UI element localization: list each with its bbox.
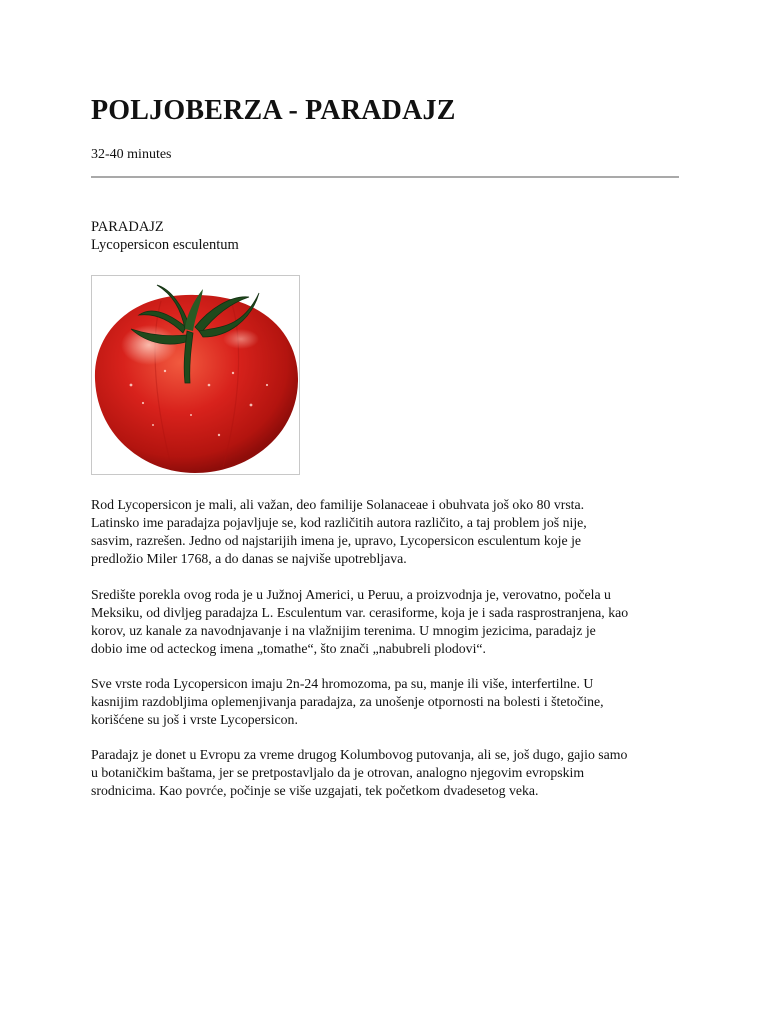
tomato-photo bbox=[91, 275, 300, 475]
paragraph-2 bbox=[91, 586, 691, 658]
paragraph-4 bbox=[91, 746, 691, 800]
page-title: POLJOBERZA - PARADAJZ bbox=[91, 95, 456, 126]
paragraph-line: korov, uz kanale za navodnjavanje i na vlažnijim terenima. U mnogim jezicima, paradajz je bbox=[91, 623, 596, 638]
paragraph-line: Središte porekla ovog roda je u Južnoj Americi, u Peruu, a proizvodnja je, verovatno, počela u bbox=[91, 587, 611, 602]
paragraph-1 bbox=[91, 496, 691, 568]
divider bbox=[91, 176, 679, 178]
paragraph-line: u botaničkim baštama, jer se pretpostavljalo da je otrovan, analogno njegovim evropskim bbox=[91, 765, 585, 780]
tomato-image bbox=[91, 275, 300, 475]
section-heading: PARADAJZ bbox=[91, 219, 164, 235]
reading-time: 32-40 minutes bbox=[91, 147, 172, 162]
paragraph-line: srodnicima. Kao povrće, počinje se više uzgajati, tek početkom dvadesetog veka. bbox=[91, 783, 539, 798]
paragraph-line: dobio ime od acteckog imena „tomathe“, što znači „nabubreli plodovi“. bbox=[91, 641, 486, 656]
paragraph-line: Latinsko ime paradajza pojavljuje se, kod različitih autora različito, a taj problem još nije, bbox=[91, 515, 587, 530]
paragraph-3 bbox=[91, 675, 691, 729]
paragraph-line: predložio Miler 1768, a do danas se najviše upotrebljava. bbox=[91, 551, 407, 566]
latin-name: Lycopersicon esculentum bbox=[91, 237, 239, 253]
paragraph-line: Rod Lycopersicon je mali, ali važan, deo familije Solanaceae i obuhvata još oko 80 vrsta. bbox=[91, 497, 585, 512]
paragraph-line: Paradajz je donet u Evropu za vreme drugog Kolumbovog putovanja, ali se, još dugo, gajio samo bbox=[91, 747, 628, 762]
paragraph-line: Sve vrste roda Lycopersicon imaju 2n-24 hromozoma, pa su, manje ili više, interfertilne. U bbox=[91, 676, 594, 691]
paragraph-line: Meksiku, od divljeg paradajza L. Esculentum var. cerasiforme, koja je i sada rasprostranjena, kao bbox=[91, 605, 629, 620]
paragraph-line: korišćene su još i vrste Lycopersicon. bbox=[91, 712, 298, 727]
paragraph-line: kasnijim razdobljima oplemenjivanja paradajza, za unošenje otpornosti na bolesti i štetočine, bbox=[91, 694, 604, 709]
paragraph-line: sasvim, razrešen. Jedno od najstarijih imena je, upravo, Lycopersicon esculentum koje je bbox=[91, 533, 582, 548]
